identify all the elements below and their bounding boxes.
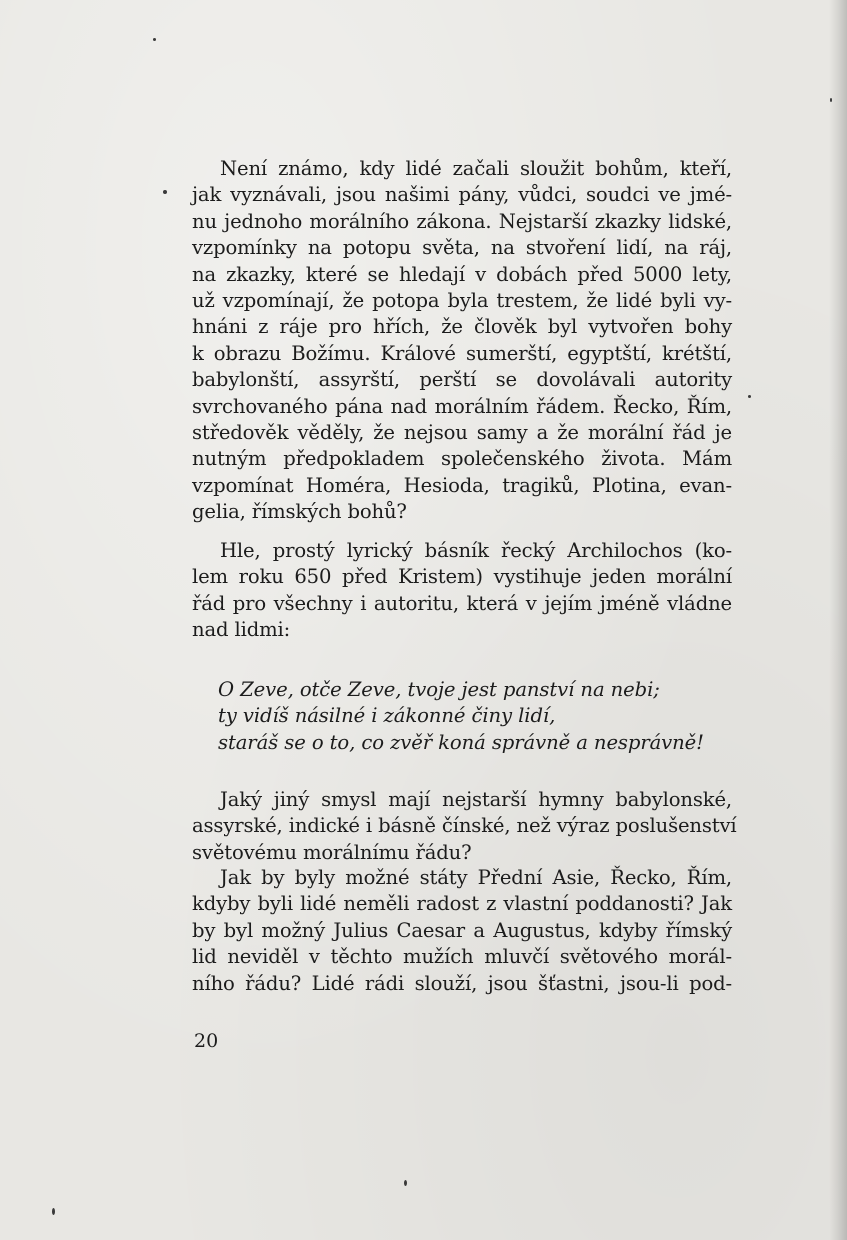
poem-quotation	[218, 677, 738, 756]
text-line: lid neviděl v těchto mužích mluvčí světového morál-	[192, 945, 732, 969]
text-line: středověk věděly, že nejsou samy a že morální řád je	[192, 421, 732, 445]
text-line: světovému morálnímu řádu?	[192, 840, 472, 864]
paper-speck	[163, 190, 167, 194]
poem-line: ty vidíš násilné i zákonné činy lidí,	[218, 704, 556, 728]
text-line: svrchovaného pána nad morálním řádem. Řecko, Řím,	[192, 394, 732, 418]
text-line: na zkazky, které se hledají v dobách před 5000 lety,	[192, 262, 732, 286]
text-line: nutným předpokladem společenského života. Mám	[192, 447, 732, 471]
paper-speck	[748, 395, 751, 398]
text-line: Hle, prostý lyrický básník řecký Archilochos (ko-	[220, 539, 732, 562]
text-line: vzpomínat Homéra, Hesioda, tragiků, Plotina, evan-	[192, 473, 732, 497]
poem-line: O Zeve, otče Zeve, tvoje jest panství na nebi;	[218, 678, 660, 701]
page-edge-shadow	[829, 0, 847, 1240]
text-line: vzpomínky na potopu světa, na stvoření lidí, na ráj,	[192, 236, 732, 260]
text-line: kdyby byli lidé neměli radost z vlastní poddanosti? Jak	[192, 892, 732, 916]
text-line: nad lidmi:	[192, 618, 291, 642]
paragraph-2	[192, 538, 732, 644]
page-number: 20	[194, 1030, 219, 1052]
text-line: gelia, římských bohů?	[192, 500, 407, 524]
text-line: nu jednoho morálního zákona. Nejstarší zkazky lidské,	[192, 209, 732, 233]
text-line: už vzpomínají, že potopa byla trestem, že lidé byli vy-	[192, 289, 732, 313]
paragraph-1	[192, 156, 732, 526]
paragraph-3	[192, 787, 737, 866]
text-line: assyrské, indické i básně čínské, než výraz poslušenství	[192, 814, 737, 838]
text-line: hnáni z ráje pro hřích, že člověk byl vytvořen bohy	[192, 315, 732, 339]
paragraph-4	[192, 865, 732, 997]
poem-line: staráš se o to, co zvěř koná správně a nesprávně!	[218, 730, 704, 754]
text-line: ního řádu? Lidé rádi slouží, jsou šťastni, jsou-li pod-	[192, 971, 732, 995]
text-line: jak vyznávali, jsou našimi pány, vůdci, soudci ve jmé-	[192, 183, 732, 207]
text-line: Není známo, kdy lidé začali sloužit bohům, kteří,	[220, 157, 732, 180]
paper-speck	[52, 1208, 55, 1215]
paper-speck	[830, 98, 832, 102]
text-line: babylonští, assyrští, perští se dovolávali autority	[192, 368, 732, 392]
text-line: Jak by byly možné státy Přední Asie, Řecko, Řím,	[220, 866, 732, 889]
text-line: řád pro všechny i autoritu, která v jejím jméně vládne	[192, 591, 732, 615]
text-line: k obrazu Božímu. Králové sumerští, egyptští, krétští,	[192, 341, 732, 365]
paper-speck	[404, 1180, 407, 1186]
text-line: lem roku 650 před Kristem) vystihuje jeden morální	[192, 565, 732, 589]
text-line: by byl možný Julius Caesar a Augustus, kdyby římský	[192, 918, 732, 942]
paper-speck	[153, 38, 156, 41]
text-line: Jaký jiný smysl mají nejstarší hymny babylonské,	[220, 788, 732, 811]
